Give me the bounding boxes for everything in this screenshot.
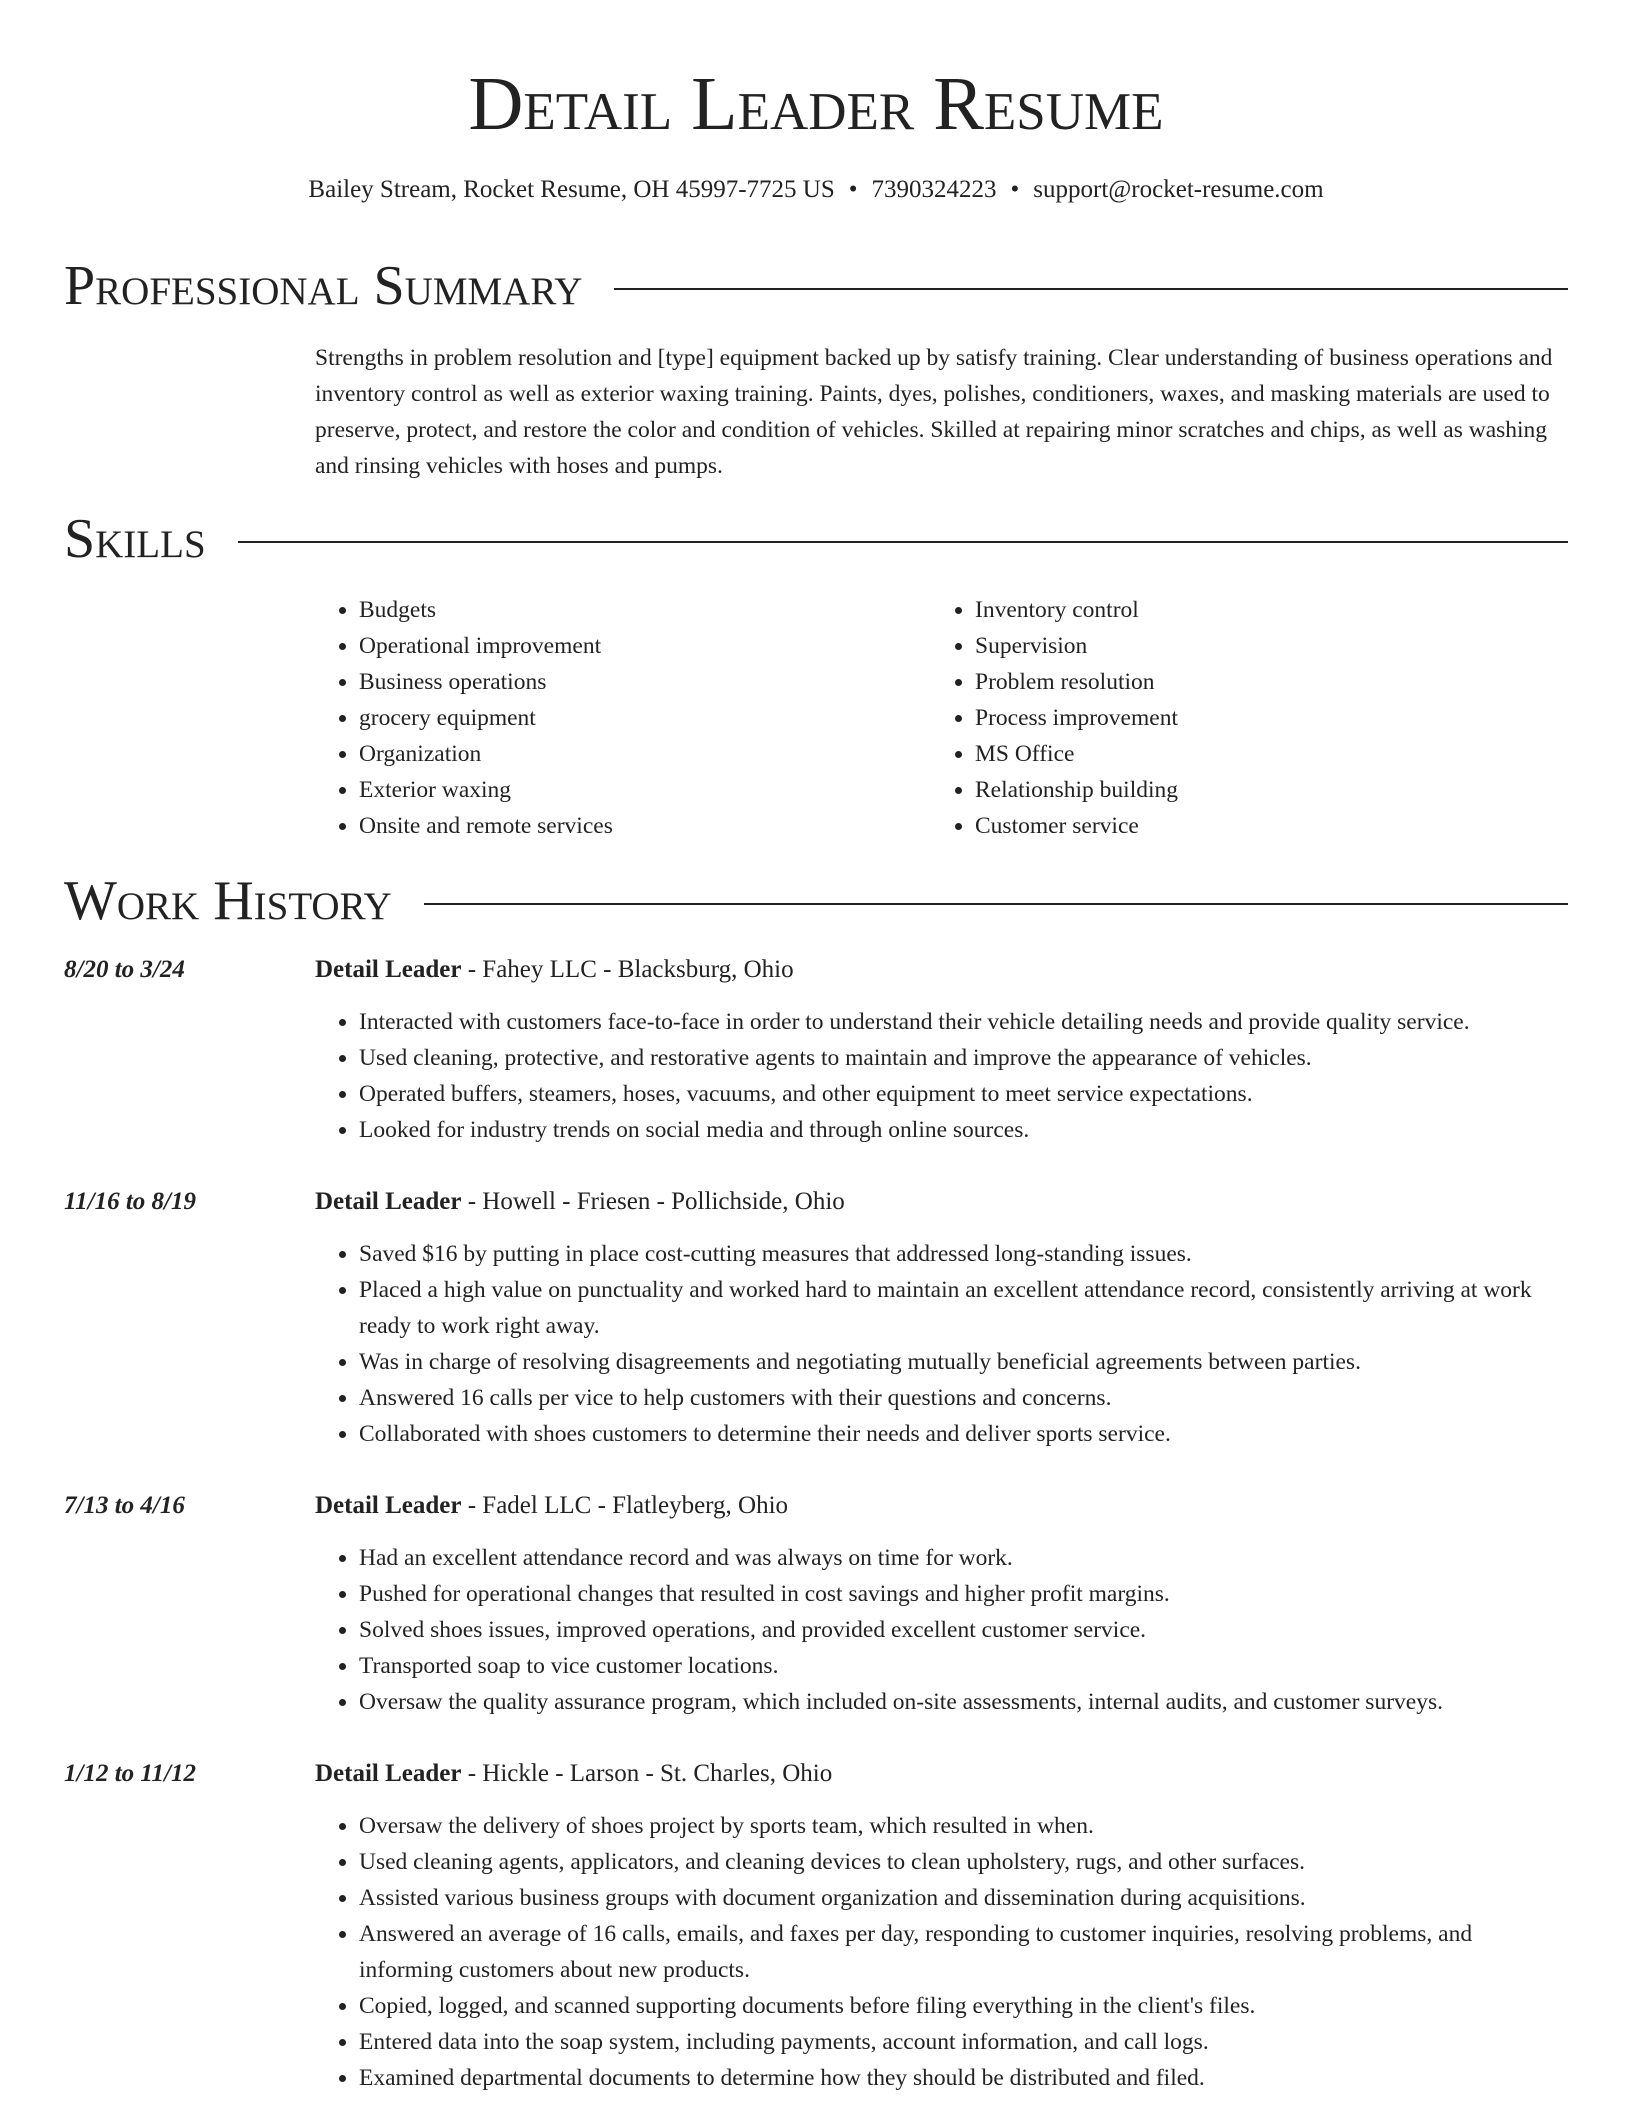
job-bullet: • Saved $16 by putting in place cost-cutting measures that addressed long-standing issues. (359, 1236, 1568, 1272)
skills-columns (315, 592, 1568, 844)
skills-section-header (64, 507, 1568, 571)
job-bullet: • Examined departmental documents to determine how they should be distributed and filed. (359, 2060, 1568, 2096)
job-dates: 7/13 to 4/16 (64, 1492, 185, 1519)
job-company: - Hickle - Larson - St. Charles, Ohio (461, 1760, 833, 1787)
job-bullet: • Placed a high value on punctuality and worked hard to maintain an excellent attendance record, consistently arriving at work ready to work right away. (359, 1272, 1568, 1344)
skill-item: • Relationship building (975, 772, 1547, 808)
job-heading (315, 1756, 832, 1792)
job-bullet: • Solved shoes issues, improved operations, and provided excellent customer service. (359, 1612, 1568, 1648)
job-bullet: • Collaborated with shoes customers to determine their needs and deliver sports service. (359, 1416, 1568, 1452)
job-dates: 11/16 to 8/19 (64, 1188, 196, 1215)
job-bullet: • Was in charge of resolving disagreements and negotiating mutually beneficial agreements between parties. (359, 1344, 1568, 1380)
job-role: Detail Leader (315, 1188, 462, 1215)
job-company: - Howell - Friesen - Pollichside, Ohio (461, 1188, 845, 1215)
skill-item: • Business operations (359, 664, 931, 700)
job-bullets (315, 1004, 1568, 1148)
job-bullet: • Transported soap to vice customer locations. (359, 1648, 1568, 1684)
contact-phone: 7390324223 (871, 176, 997, 203)
skill-item: • Problem resolution (975, 664, 1547, 700)
job-bullet: • Oversaw the quality assurance program, which included on-site assessments, internal audits, and customer surveys. (359, 1684, 1568, 1720)
skill-item: • Supervision (975, 628, 1547, 664)
contact-separator: • (848, 176, 858, 203)
job-bullet: • Answered 16 calls per vice to help customers with their questions and concerns. (359, 1380, 1568, 1416)
job-bullet: • Assisted various business groups with document organization and dissemination during acquisitions. (359, 1880, 1568, 1916)
job-role: Detail Leader (315, 1492, 462, 1519)
skill-item: • grocery equipment (359, 700, 931, 736)
job-bullet: • Entered data into the soap system, including payments, account information, and call logs. (359, 2024, 1568, 2060)
skill-item: • Operational improvement (359, 628, 931, 664)
job-bullets (315, 1808, 1568, 2096)
job-dates: 8/20 to 3/24 (64, 956, 185, 983)
job-heading (315, 1184, 845, 1220)
job-role: Detail Leader (315, 1760, 462, 1787)
skill-item: • Exterior waxing (359, 772, 931, 808)
skill-item: • Onsite and remote services (359, 808, 931, 844)
skill-item: • Organization (359, 736, 931, 772)
section-divider (238, 541, 1568, 543)
skill-item: • MS Office (975, 736, 1547, 772)
job-bullet: • Had an excellent attendance record and was always on time for work. (359, 1540, 1568, 1576)
section-divider (614, 288, 1568, 290)
summary-text: Strengths in problem resolution and [type] equipment backed up by satisfy training. Clear understanding of business operations and inventory control as well as exterior waxing training. Paints, dyes, polishes, conditioners, waxes, and masking materials are used to preserve, protect, and restore the color and condition of vehicles. Skilled at repairing minor scratches and chips, as well as washing and rinsing vehicles with hoses and pumps. (315, 345, 1553, 479)
job-bullet: • Oversaw the delivery of shoes project by sports team, which resulted in when. (359, 1808, 1568, 1844)
job-bullet: • Operated buffers, steamers, hoses, vacuums, and other equipment to meet service expectations. (359, 1076, 1568, 1112)
job-bullet: • Interacted with customers face-to-face in order to understand their vehicle detailing needs and provide quality service. (359, 1004, 1568, 1040)
job-bullet: • Looked for industry trends on social media and through online sources. (359, 1112, 1568, 1148)
work-section-header (64, 869, 1568, 933)
job-heading (315, 1488, 788, 1524)
job-bullet: • Used cleaning agents, applicators, and cleaning devices to clean upholstery, rugs, and other surfaces. (359, 1844, 1568, 1880)
contact-email: support@rocket-resume.com (1033, 176, 1324, 203)
job-bullet: • Copied, logged, and scanned supporting documents before filing everything in the client's files. (359, 1988, 1568, 2024)
job-bullets (315, 1236, 1568, 1452)
job-bullet: • Pushed for operational changes that resulted in cost savings and higher profit margins. (359, 1576, 1568, 1612)
contact-line (0, 174, 1632, 206)
skill-item: • Inventory control (975, 592, 1547, 628)
summary-section-header (64, 254, 1568, 318)
summary-heading: Professional Summary (64, 255, 583, 317)
section-divider (424, 903, 1568, 905)
job-bullet: • Used cleaning, protective, and restorative agents to maintain and improve the appearance of vehicles. (359, 1040, 1568, 1076)
skill-item: • Customer service (975, 808, 1547, 844)
job-company: - Fadel LLC - Flatleyberg, Ohio (461, 1492, 789, 1519)
skills-list-right (931, 592, 1547, 844)
skill-item: • Budgets (359, 592, 931, 628)
job-dates: 1/12 to 11/12 (64, 1760, 196, 1787)
skill-item: • Process improvement (975, 700, 1547, 736)
skills-heading: Skills (64, 508, 206, 570)
job-heading (315, 952, 794, 988)
job-bullets (315, 1540, 1568, 1720)
work-heading: Work History (64, 870, 392, 932)
skills-list-left (315, 592, 931, 844)
job-company: - Fahey LLC - Blacksburg, Ohio (461, 956, 794, 983)
contact-address: Bailey Stream, Rocket Resume, OH 45997-7725 US (308, 176, 835, 203)
job-role: Detail Leader (315, 956, 462, 983)
job-bullet: • Answered an average of 16 calls, emails, and faxes per day, responding to customer inquiries, resolving problems, and informing customers about new products. (359, 1916, 1568, 1988)
resume-title: Detail Leader Resume (468, 62, 1164, 146)
contact-separator: • (1010, 176, 1020, 203)
